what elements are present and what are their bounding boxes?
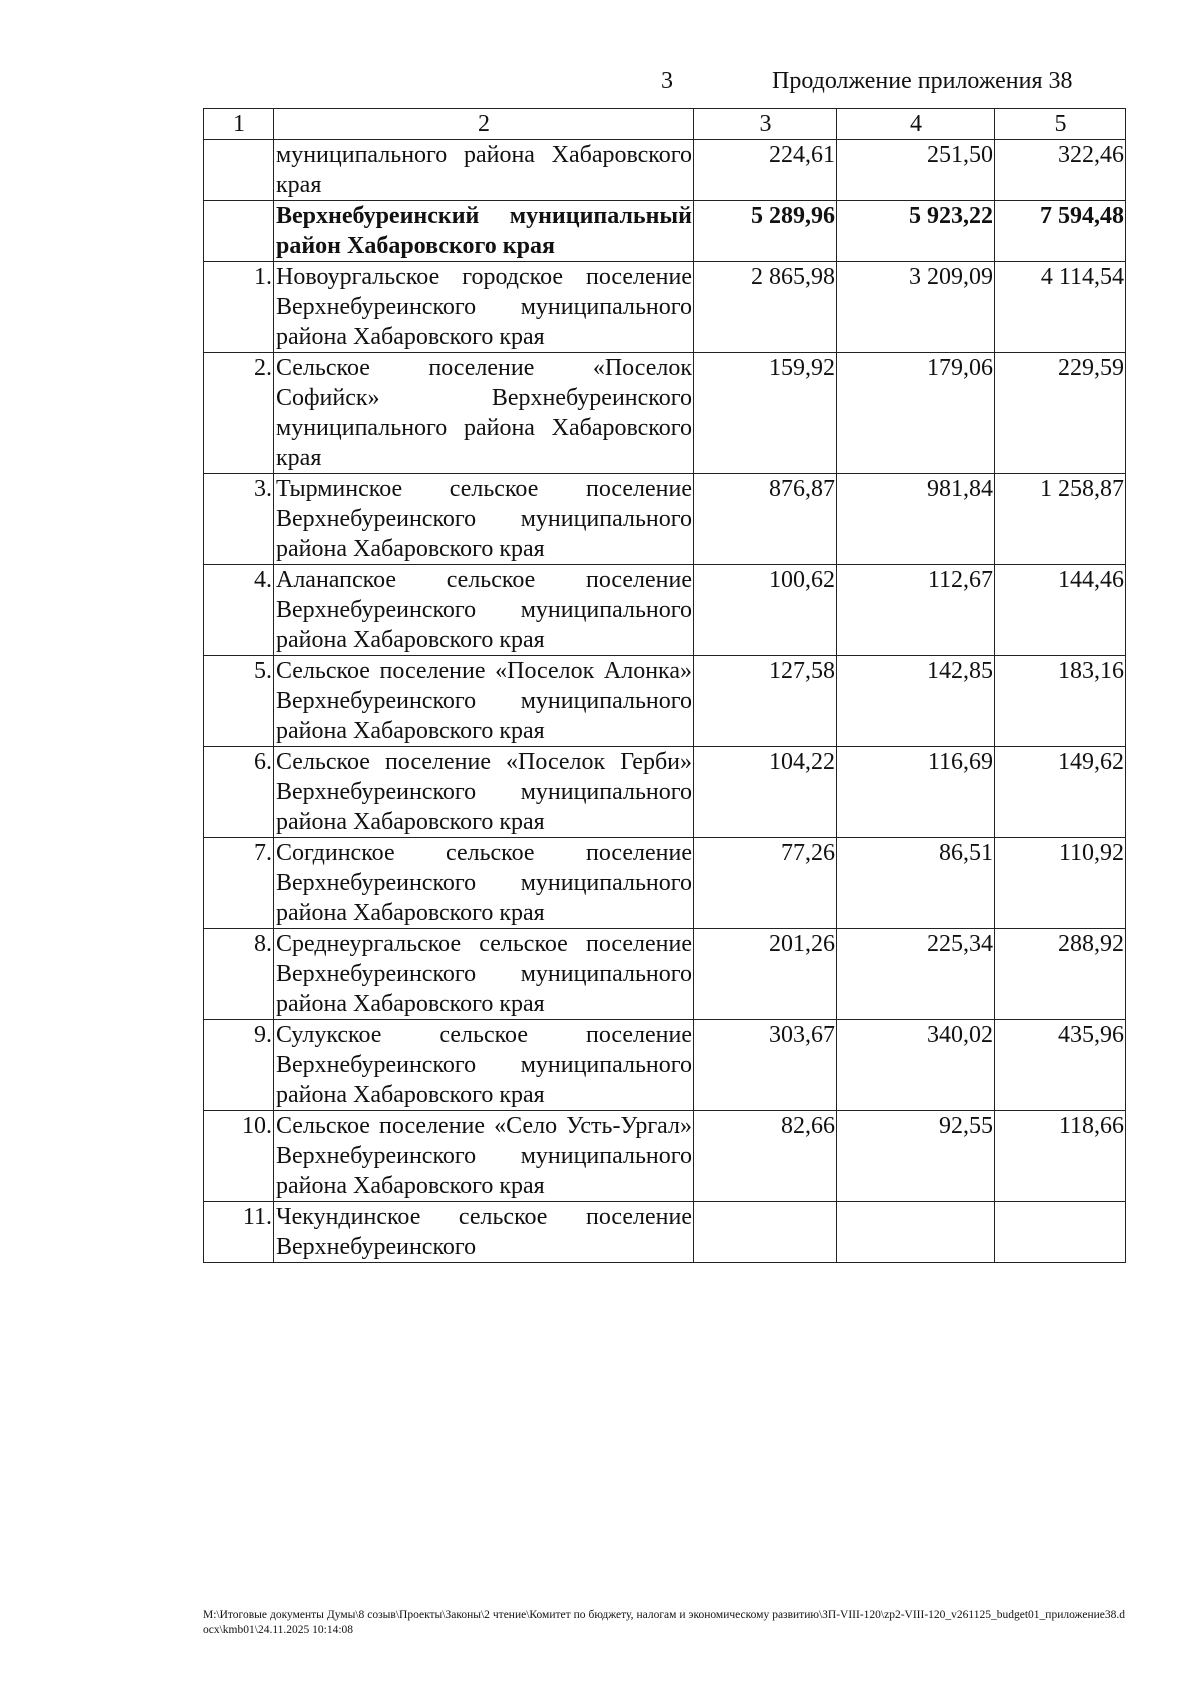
row-number-cell: 9. [204, 1020, 274, 1111]
table-row [204, 929, 1126, 1020]
municipality-name-cell: Новоургальское городское поселение Верхнебуреинского муниципального района Хабаровского края [274, 262, 694, 353]
table-header-row [204, 109, 1126, 140]
value-col3-cell: 104,22 [694, 747, 837, 838]
value-col4-cell [837, 1202, 995, 1263]
column-header: 5 [995, 109, 1126, 140]
value-col4-cell: 116,69 [837, 747, 995, 838]
value-col4-cell: 981,84 [837, 474, 995, 565]
table-row [204, 656, 1126, 747]
row-number-cell: 8. [204, 929, 274, 1020]
row-number-cell: 5. [204, 656, 274, 747]
value-col3-cell: 201,26 [694, 929, 837, 1020]
table-row [204, 747, 1126, 838]
row-number-cell: 11. [204, 1202, 274, 1263]
value-col4-cell: 3 209,09 [837, 262, 995, 353]
budget-table [203, 108, 1126, 1263]
row-number-cell: 7. [204, 838, 274, 929]
municipality-name-cell: Сельское поселение «Поселок Софийск» Верхнебуреинского муниципального района Хабаровского края [274, 353, 694, 474]
value-col5-cell: 149,62 [995, 747, 1126, 838]
value-col4-cell: 112,67 [837, 565, 995, 656]
row-number-cell: 1. [204, 262, 274, 353]
continuation-caption: Продолжение приложения 38 [772, 68, 1073, 94]
table-row [204, 1111, 1126, 1202]
table-row [204, 838, 1126, 929]
value-col3-cell: 127,58 [694, 656, 837, 747]
value-col3-cell: 159,92 [694, 353, 837, 474]
value-col4-cell: 225,34 [837, 929, 995, 1020]
municipality-name-cell: Аланапское сельское поселение Верхнебуреинского муниципального района Хабаровского края [274, 565, 694, 656]
value-col5-cell: 183,16 [995, 656, 1126, 747]
value-col5-cell: 1 258,87 [995, 474, 1126, 565]
value-col3-cell: 77,26 [694, 838, 837, 929]
table-row [204, 201, 1126, 262]
row-number-cell: 10. [204, 1111, 274, 1202]
table-row [204, 474, 1126, 565]
municipality-name-cell: Тырминское сельское поселение Верхнебуреинского муниципального района Хабаровского края [274, 474, 694, 565]
value-col3-cell [694, 1202, 837, 1263]
value-col5-cell [995, 1202, 1126, 1263]
column-header: 2 [274, 109, 694, 140]
row-number-cell: 4. [204, 565, 274, 656]
row-number-cell [204, 201, 274, 262]
row-number-cell: 3. [204, 474, 274, 565]
table-row [204, 262, 1126, 353]
value-col3-cell: 303,67 [694, 1020, 837, 1111]
value-col5-cell: 7 594,48 [995, 201, 1126, 262]
table-row [204, 565, 1126, 656]
municipality-name-cell: Сельское поселение «Поселок Герби» Верхнебуреинского муниципального района Хабаровского края [274, 747, 694, 838]
value-col5-cell: 110,92 [995, 838, 1126, 929]
column-header: 3 [694, 109, 837, 140]
value-col5-cell: 435,96 [995, 1020, 1126, 1111]
page-number: 3 [661, 68, 673, 94]
municipality-name-cell: Сулукское сельское поселение Верхнебуреинского муниципального района Хабаровского края [274, 1020, 694, 1111]
value-col3-cell: 82,66 [694, 1111, 837, 1202]
value-col4-cell: 86,51 [837, 838, 995, 929]
value-col5-cell: 118,66 [995, 1111, 1126, 1202]
value-col3-cell: 5 289,96 [694, 201, 837, 262]
value-col4-cell: 340,02 [837, 1020, 995, 1111]
table-row [204, 353, 1126, 474]
value-col5-cell: 144,46 [995, 565, 1126, 656]
municipality-name-cell: Сельское поселение «Село Усть-Ургал» Верхнебуреинского муниципального района Хабаровского края [274, 1111, 694, 1202]
value-col5-cell: 229,59 [995, 353, 1126, 474]
municipality-name-cell: Сельское поселение «Поселок Алонка» Верхнебуреинского муниципального района Хабаровского края [274, 656, 694, 747]
column-header: 4 [837, 109, 995, 140]
value-col4-cell: 251,50 [837, 140, 995, 201]
value-col5-cell: 4 114,54 [995, 262, 1126, 353]
value-col5-cell: 288,92 [995, 929, 1126, 1020]
municipality-name-cell: Согдинское сельское поселение Верхнебуреинского муниципального района Хабаровского края [274, 838, 694, 929]
value-col3-cell: 224,61 [694, 140, 837, 201]
table-row [204, 1020, 1126, 1111]
municipality-name-cell: Верхнебуреинский муниципальный район Хабаровского края [274, 201, 694, 262]
value-col4-cell: 179,06 [837, 353, 995, 474]
value-col4-cell: 142,85 [837, 656, 995, 747]
row-number-cell [204, 140, 274, 201]
value-col5-cell: 322,46 [995, 140, 1126, 201]
municipality-name-cell: Чекундинское сельское поселение Верхнебуреинского [274, 1202, 694, 1263]
value-col3-cell: 876,87 [694, 474, 837, 565]
column-header: 1 [204, 109, 274, 140]
footer-file-path: M:\Итоговые документы Думы\8 созыв\Проекты\Законы\2 чтение\Комитет по бюджету, налогам и экономическому развитию\ЗП-VIII-120\zp2-VIII-120_v261125_budget01_приложение38.docx\kmb01\24.11.2025 10:14:08 [203, 1609, 1125, 1636]
value-col4-cell: 5 923,22 [837, 201, 995, 262]
value-col3-cell: 2 865,98 [694, 262, 837, 353]
value-col4-cell: 92,55 [837, 1111, 995, 1202]
value-col3-cell: 100,62 [694, 565, 837, 656]
table-row [204, 1202, 1126, 1263]
municipality-name-cell: муниципального района Хабаровского края [274, 140, 694, 201]
row-number-cell: 6. [204, 747, 274, 838]
table-row [204, 140, 1126, 201]
municipality-name-cell: Среднеургальское сельское поселение Верхнебуреинского муниципального района Хабаровского края [274, 929, 694, 1020]
row-number-cell: 2. [204, 353, 274, 474]
